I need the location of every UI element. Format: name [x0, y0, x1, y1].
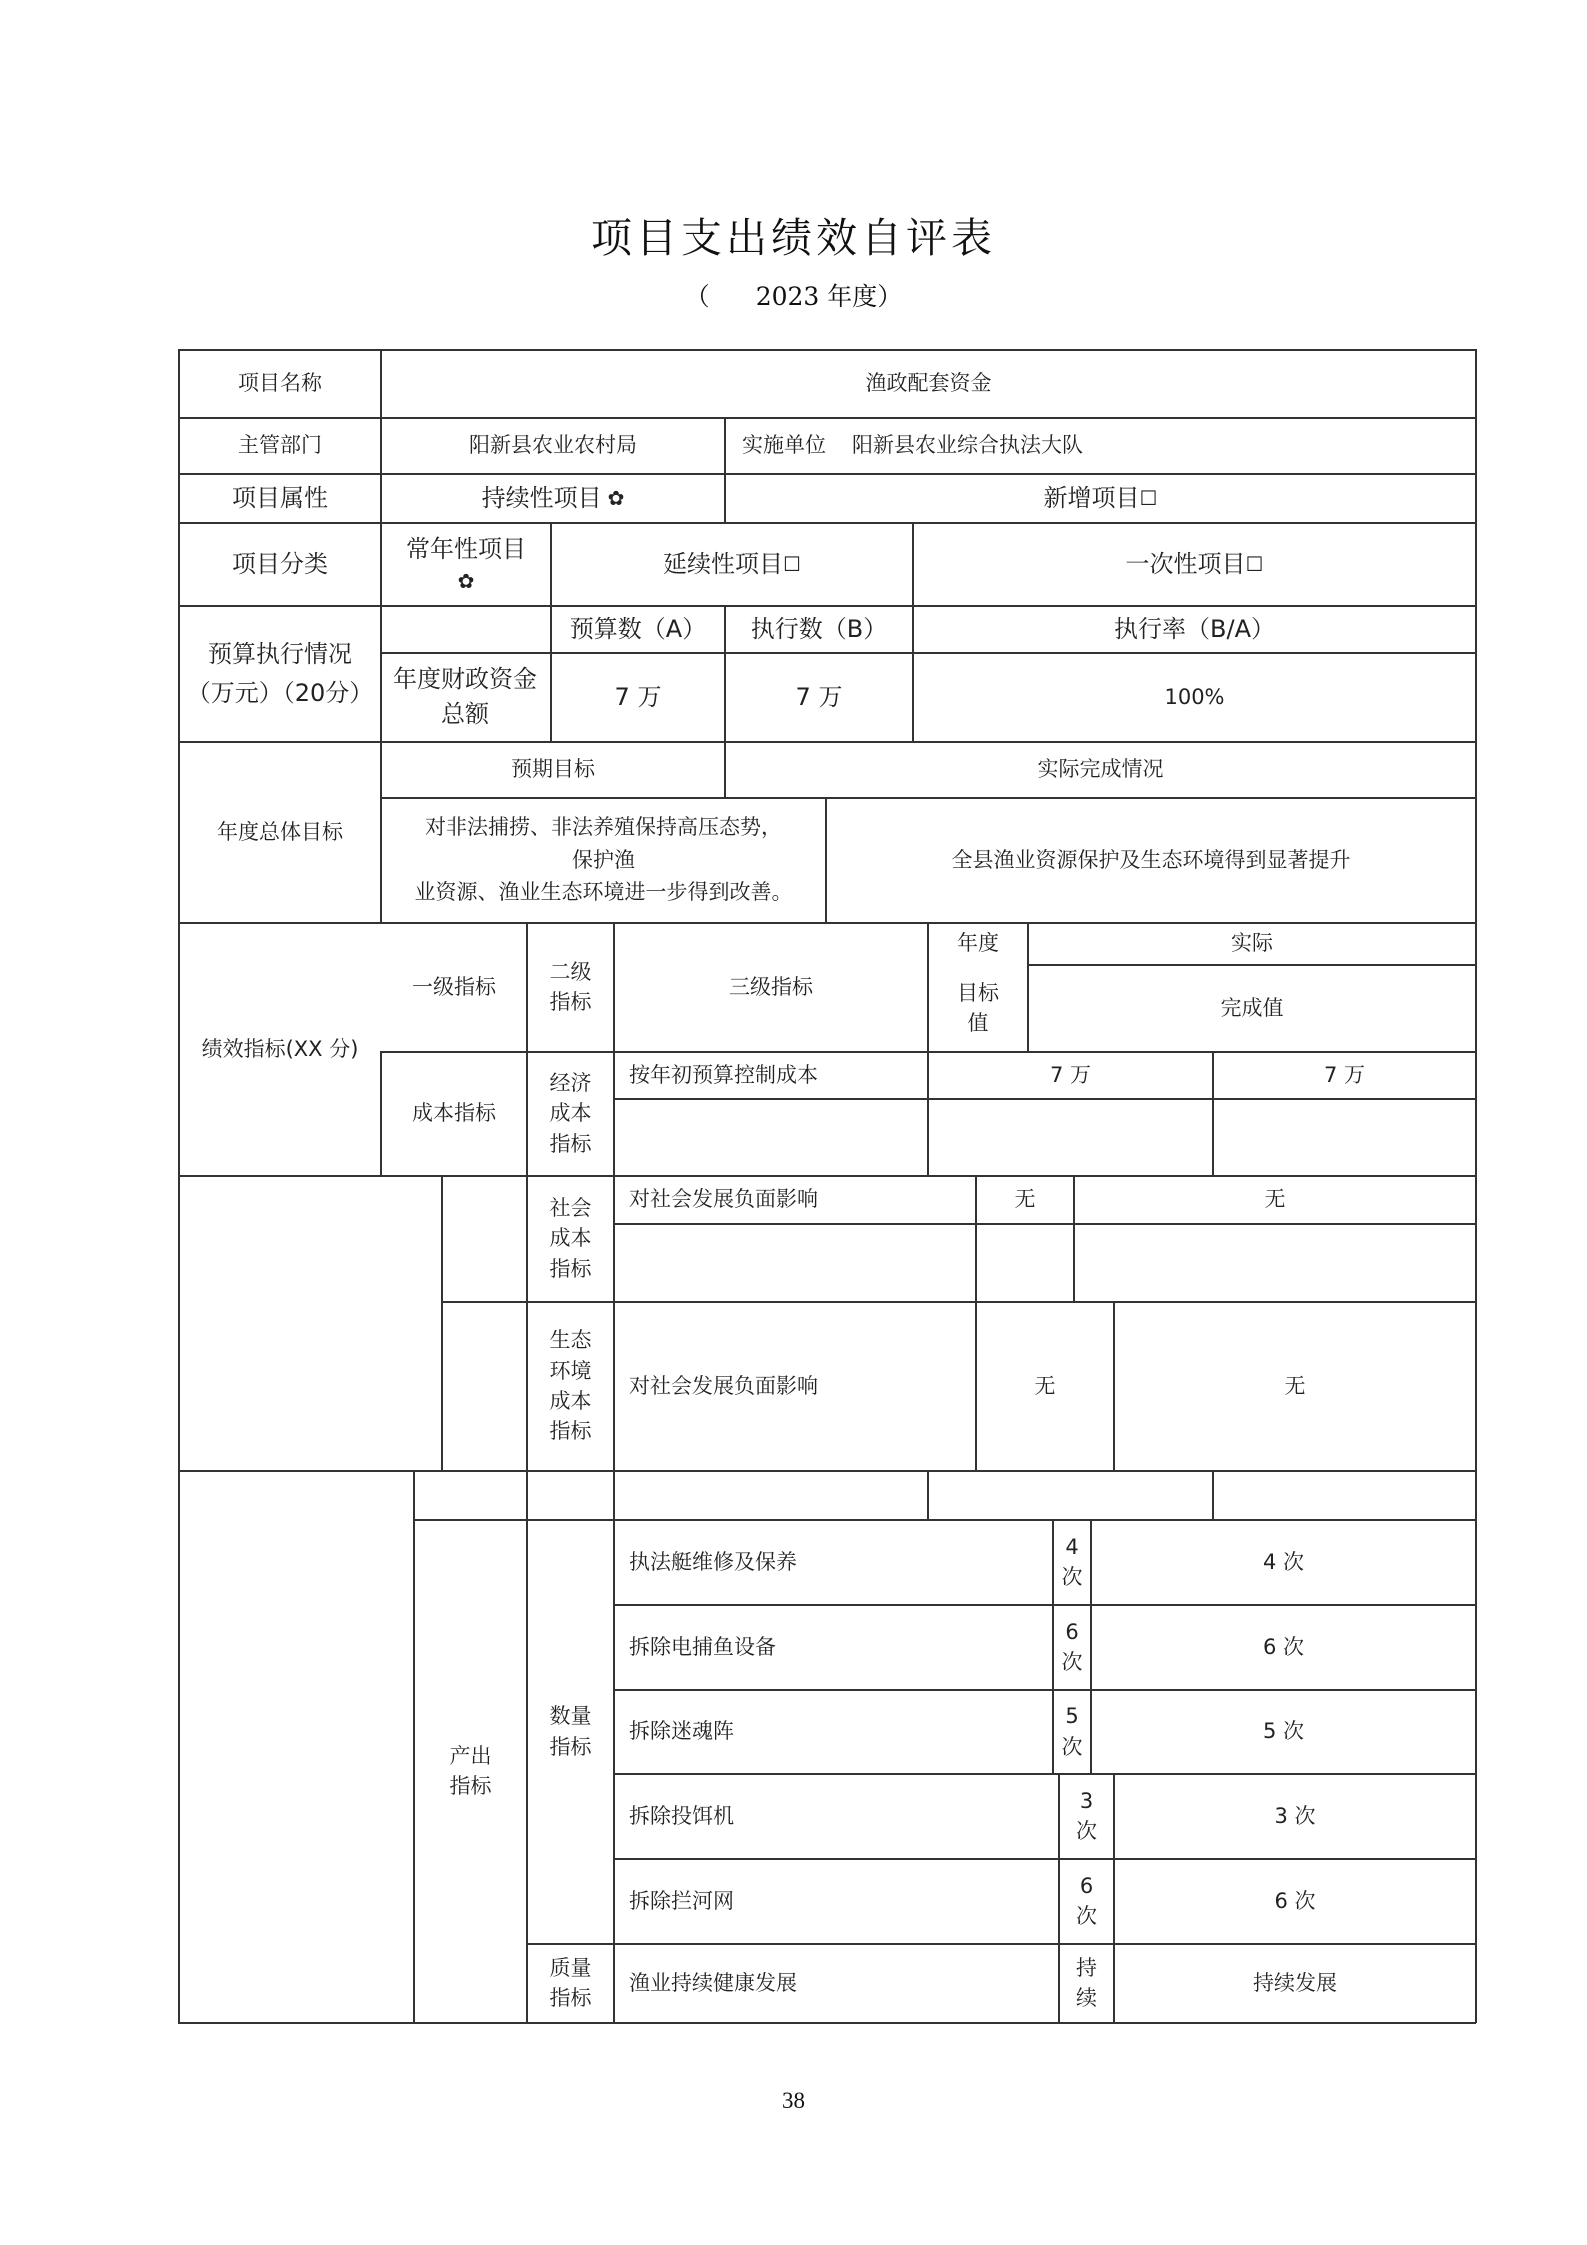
attr-continuous-text: 持续性项目 [481, 483, 602, 512]
budget-row-label: 年度财政资金总额 [393, 665, 537, 728]
cat-once-text: 一次性项目 [1125, 549, 1246, 578]
eco-actual: 无 [1284, 1373, 1306, 1398]
dept-value: 阳新县农业农村局 [469, 433, 637, 458]
goals-expected-text [382, 798, 825, 922]
social-target: 无 [1014, 1187, 1036, 1212]
eco-target: 无 [1034, 1373, 1056, 1398]
quantity-row-item: 拆除拦河网 [629, 1888, 734, 1913]
attr-new-text: 新增项目 [1043, 483, 1140, 512]
project-name-label: 项目名称 [238, 371, 322, 396]
goals-expected-line2: 保护渔 [572, 847, 635, 872]
page-title: 项目支出绩效自评表 [591, 214, 996, 262]
economic-actual: 7 万 [1323, 1062, 1366, 1087]
quantity-row-target: 6次 [1076, 1873, 1097, 1928]
quantity-row-actual: 6 次 [1262, 1634, 1305, 1659]
quantity-row-item: 拆除迷魂阵 [629, 1719, 734, 1744]
quantity-row-item: 执法艇维修及保养 [629, 1549, 797, 1574]
cat-extend-cell [552, 523, 912, 605]
budget-col-a: 预算数（A） [569, 614, 707, 643]
cost-label: 成本指标 [412, 1101, 496, 1126]
dept-label: 主管部门 [238, 433, 322, 458]
quality-actual: 持续发展 [1253, 1970, 1337, 1995]
budget-rate-value: 100% [1164, 684, 1225, 709]
quantity-row-actual: 5 次 [1262, 1719, 1305, 1744]
economic-cost-label: 经济成本指标 [549, 1070, 592, 1156]
goals-label: 年度总体目标 [217, 819, 343, 844]
quantity-row-target: 4次 [1061, 1534, 1083, 1589]
goals-expected-line3: 业资源、渔业生态环境进一步得到改善。 [414, 880, 793, 905]
impl-value: 阳新县农业综合执法大队 [852, 433, 1083, 458]
actual-header-1: 实际 [1231, 931, 1273, 956]
year-text: 2023 年度） [755, 282, 903, 311]
project-name-value: 渔政配套资金 [865, 371, 992, 396]
cat-regular-cell [382, 523, 550, 605]
budget-col-b: 执行数（B） [750, 614, 888, 643]
quality-label: 质量指标 [549, 1955, 592, 2010]
eco-cost-label: 生态环境成本指标 [549, 1328, 592, 1444]
unchecked-box-icon: ☐ [1139, 485, 1158, 510]
unchecked-box-icon: ☐ [1245, 551, 1264, 576]
impl-label: 实施单位 [742, 433, 826, 458]
quality-item: 渔业持续健康发展 [629, 1970, 797, 1995]
attr-label: 项目属性 [232, 483, 328, 512]
quality-target: 持续 [1076, 1955, 1097, 2010]
attr-continuous-cell [382, 474, 724, 522]
budget-label: 预算执行情况（万元）（20分） [186, 640, 374, 707]
goals-actual-text: 全县渔业资源保护及生态环境得到显著提升 [951, 847, 1351, 872]
level2-header: 二级指标 [549, 959, 592, 1014]
output-label: 产出指标 [449, 1743, 492, 1798]
goals-expected-header: 预期目标 [511, 757, 595, 782]
cat-extend-text: 延续性项目 [663, 549, 784, 578]
checked-flower-icon: ✿ [607, 485, 625, 510]
indicators-label: 绩效指标(XX 分) [201, 1036, 359, 1061]
attr-new-cell [726, 474, 1475, 522]
quantity-row-target: 6次 [1061, 1619, 1083, 1674]
actual-header-2: 完成值 [1220, 995, 1284, 1020]
social-item: 对社会发展负面影响 [629, 1187, 818, 1212]
cat-regular-text: 常年性项目 [406, 535, 526, 564]
quantity-row-target: 5次 [1061, 1704, 1083, 1759]
level3-header: 三级指标 [729, 974, 813, 999]
budget-col-rate: 执行率（B/A） [1114, 614, 1275, 643]
economic-target: 7 万 [1049, 1062, 1092, 1087]
social-actual: 无 [1264, 1187, 1286, 1212]
target-header-1: 年度 [957, 931, 999, 956]
cat-once-cell [914, 523, 1475, 605]
quantity-row-actual: 3 次 [1274, 1803, 1316, 1828]
page-number: 38 [782, 2088, 805, 2113]
quantity-row-item: 拆除电捕鱼设备 [629, 1634, 776, 1659]
year-open-paren: （ [684, 282, 710, 311]
economic-item: 按年初预算控制成本 [629, 1062, 818, 1087]
target-header-2: 目标值 [957, 980, 999, 1035]
quantity-row-actual: 6 次 [1274, 1888, 1316, 1913]
category-label: 项目分类 [232, 549, 328, 578]
level1-header: 一级指标 [412, 974, 496, 999]
checked-flower-icon: ✿ [457, 568, 475, 593]
impl-unit [726, 418, 1475, 473]
quantity-row-target: 3次 [1076, 1788, 1097, 1843]
budget-a-value: 7 万 [614, 682, 662, 711]
goals-expected-line1: 对非法捕捞、非法养殖保持高压态势， [425, 815, 782, 840]
eco-item: 对社会发展负面影响 [629, 1373, 818, 1398]
unchecked-box-icon: ☐ [783, 551, 801, 576]
quantity-label: 数量指标 [549, 1704, 592, 1759]
goals-actual-header: 实际完成情况 [1037, 757, 1164, 782]
budget-b-value: 7 万 [795, 682, 843, 711]
quantity-row-item: 拆除投饵机 [629, 1803, 734, 1828]
social-cost-label: 社会成本指标 [549, 1195, 592, 1281]
quantity-row-actual: 4 次 [1262, 1549, 1305, 1574]
